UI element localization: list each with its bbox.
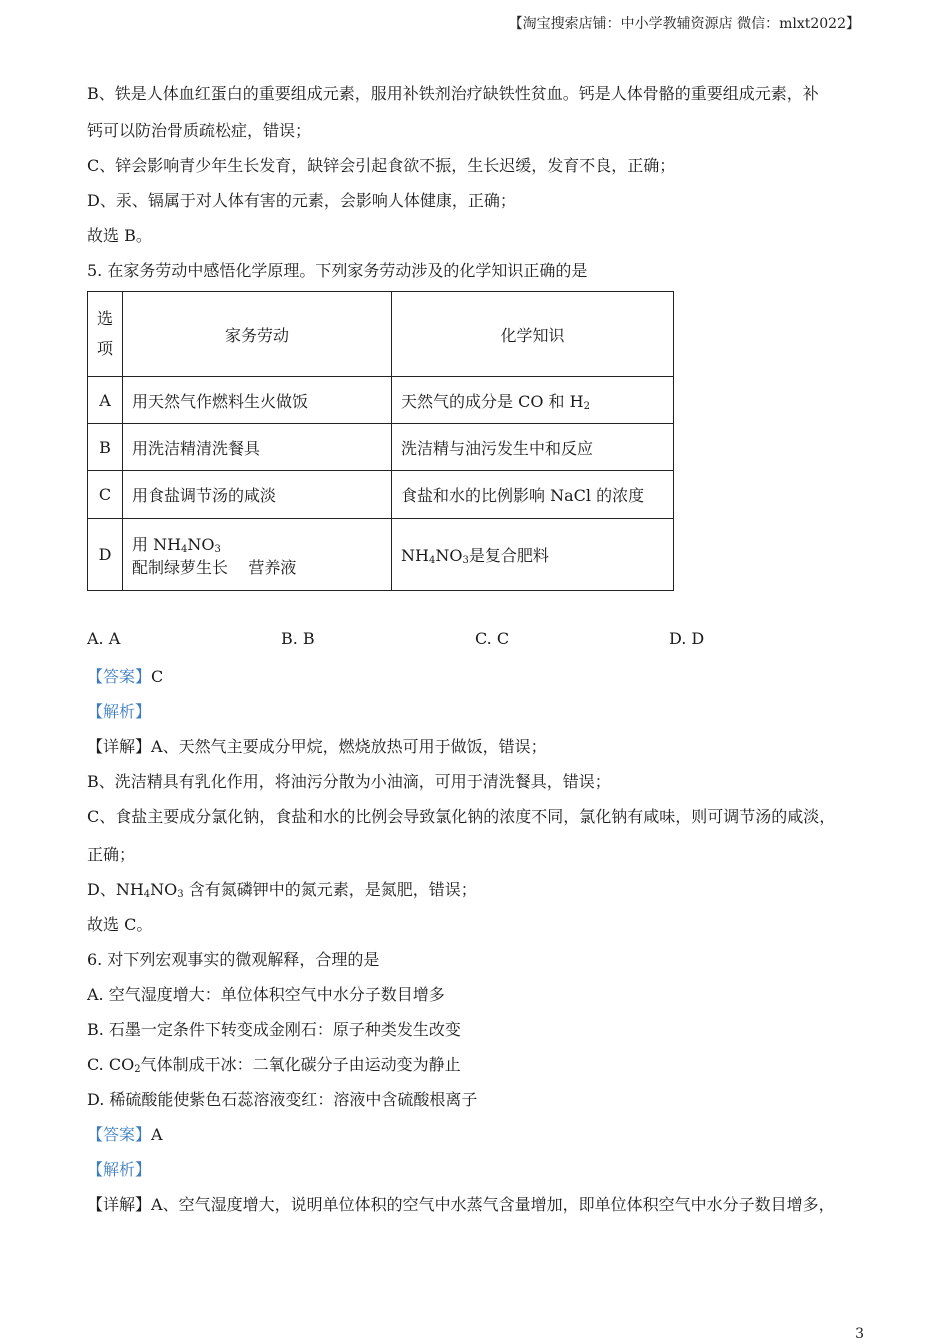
option-d: D. D	[669, 629, 705, 648]
header-option	[88, 292, 123, 377]
row-option: D	[88, 519, 123, 591]
detail-text: A、天然气主要成分甲烷，燃烧放热可用于做饭，错误；	[151, 737, 547, 756]
q5-detail-a	[87, 734, 547, 757]
subscript: 3	[214, 543, 221, 555]
row-option: B	[88, 424, 123, 471]
row-knowledge: 食盐和水的比例影响 NaCl 的浓度	[392, 471, 674, 519]
subscript: 4	[428, 555, 436, 566]
subscript: 3	[462, 555, 469, 566]
answer-value: A	[151, 1125, 163, 1144]
q5-detail-c-line2: 正确；	[87, 845, 136, 864]
header-option-char2: 项	[96, 339, 113, 358]
q6-analysis-tag: 【解析】	[87, 1160, 152, 1179]
header-labor: 家务劳动	[123, 292, 392, 377]
header-option-char1: 选	[96, 309, 113, 328]
labor-part: NO	[187, 534, 215, 554]
header-knowledge: 化学知识	[392, 292, 674, 377]
detail-text: A、空气湿度增大，说明单位体积的空气中水蒸气含量增加，即单位体积空气中水分子数目增多，	[151, 1195, 835, 1214]
answer-value: C	[151, 667, 164, 686]
row-labor: 用洗洁精清洗餐具	[123, 424, 392, 471]
option-c-part: 气体制成干冰：二氧化碳分子由运动变为静止	[140, 1055, 461, 1074]
q5-answer	[87, 664, 163, 687]
row-option: C	[88, 471, 123, 519]
subscript: 2	[583, 400, 590, 412]
page-header: 【淘宝搜索店铺：中小学教辅资源店 微信：mlxt2022】	[508, 16, 860, 32]
q5-analysis-tag: 【解析】	[87, 702, 152, 721]
q5-detail-d	[87, 877, 477, 900]
prev-choose: 故选 B。	[87, 226, 152, 245]
answer-tag: 【答案】	[87, 1125, 152, 1144]
table-header-row	[88, 292, 674, 377]
detail-d-part: D、NH	[87, 880, 144, 899]
q6-answer	[87, 1122, 163, 1145]
option-c: C. C	[475, 629, 510, 648]
prev-option-d: D、汞、镉属于对人体有害的元素，会影响人体健康，正确；	[87, 191, 516, 210]
prev-option-c: C、锌会影响青少年生长发育，缺锌会引起食欲不振，生长迟缓，发育不良，正确；	[87, 156, 676, 175]
row-option: A	[88, 377, 123, 424]
row-knowledge	[392, 519, 674, 591]
q5-stem: 5. 在家务劳动中感悟化学原理。下列家务劳动涉及的化学知识正确的是	[87, 261, 588, 280]
knowledge-part: NH	[401, 546, 429, 565]
row-knowledge: 洗洁精与油污发生中和反应	[392, 424, 674, 471]
row-knowledge-text: 天然气的成分是 CO 和 H	[401, 391, 584, 411]
row-labor	[123, 519, 392, 591]
prev-option-b-line1: B、铁是人体血红蛋白的重要组成元素，服用补铁剂治疗缺铁性贫血。钙是人体骨骼的重要组成元素，补	[87, 84, 819, 103]
labor-part: 配制绿萝生长 营养液	[132, 557, 297, 577]
detail-tag: 【详解】	[87, 737, 152, 756]
table-row	[88, 377, 674, 424]
option-a: A. A	[87, 629, 121, 648]
q6-option-d: D. 稀硫酸能使紫色石蕊溶液变红：溶液中含硫酸根离子	[87, 1090, 478, 1109]
subscript: 2	[134, 1064, 141, 1075]
table-row	[88, 471, 674, 519]
detail-d-part: NO	[150, 880, 178, 899]
q5-table	[87, 291, 674, 591]
row-labor: 用食盐调节汤的咸淡	[123, 471, 392, 519]
page-number: 3	[855, 1326, 864, 1342]
detail-d-part: 含有氮磷钾中的氮元素，是氮肥，错误；	[183, 880, 477, 899]
q6-stem: 6. 对下列宏观事实的微观解释，合理的是	[87, 950, 380, 969]
knowledge-part: NO	[435, 546, 463, 565]
q6-option-c	[87, 1052, 461, 1075]
q5-detail-b: B、洗洁精具有乳化作用，将油污分散为小油滴，可用于清洗餐具，错误；	[87, 772, 611, 791]
q6-option-b: B. 石墨一定条件下转变成金刚石：原子种类发生改变	[87, 1020, 461, 1039]
q5-choose: 故选 C。	[87, 915, 153, 934]
option-c-part: C. CO	[87, 1055, 135, 1074]
q6-detail-a	[87, 1192, 835, 1215]
row-labor: 用天然气作燃料生火做饭	[123, 377, 392, 424]
prev-option-b-line2: 钙可以防治骨质疏松症，错误；	[87, 121, 312, 140]
answer-tag: 【答案】	[87, 667, 152, 686]
labor-part: 用 NH	[132, 534, 182, 554]
table-row	[88, 424, 674, 471]
subscript: 4	[181, 543, 188, 555]
detail-tag: 【详解】	[87, 1195, 152, 1214]
table-row	[88, 519, 674, 591]
knowledge-part: 是复合肥料	[468, 546, 549, 565]
q5-options	[87, 629, 787, 651]
q6-option-a: A. 空气湿度增大：单位体积空气中水分子数目增多	[87, 985, 445, 1004]
option-b: B. B	[281, 629, 315, 648]
row-knowledge	[392, 377, 674, 424]
subscript: 4	[143, 889, 151, 900]
q5-detail-c-line1: C、食盐主要成分氯化钠，食盐和水的比例会导致氯化钠的浓度不同，氯化钠有咸味，则可调节汤的咸淡，	[87, 807, 836, 826]
subscript: 3	[177, 889, 184, 900]
